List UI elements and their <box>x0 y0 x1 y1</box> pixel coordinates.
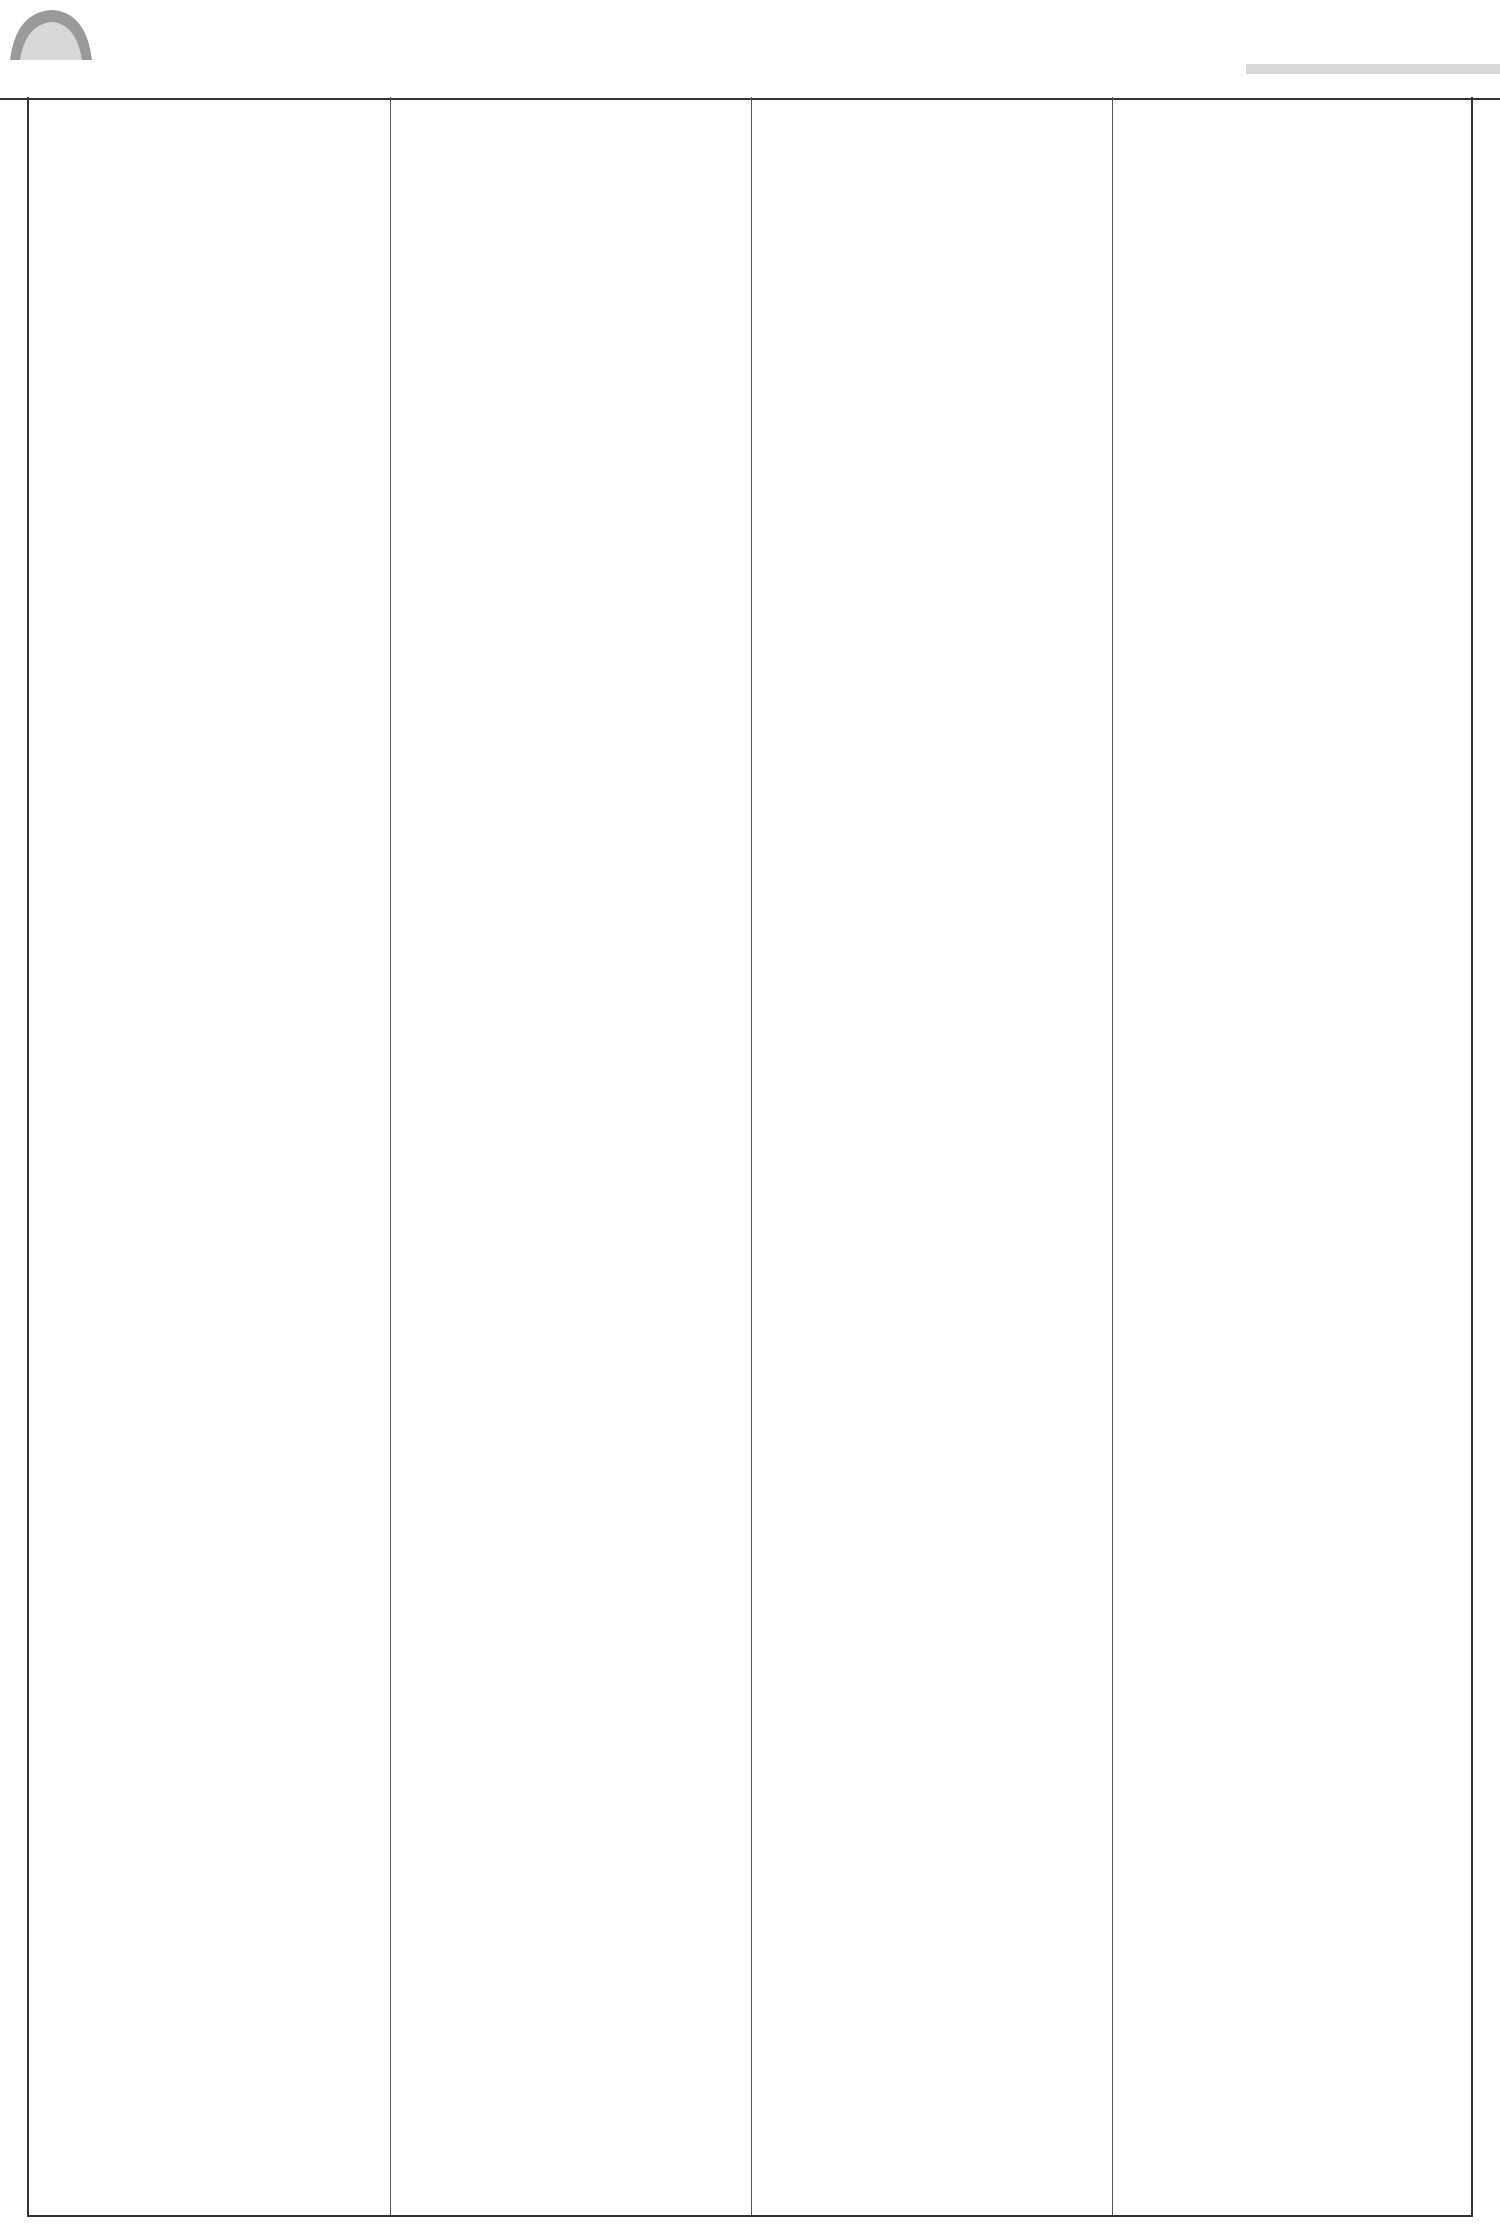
column-3 <box>752 97 1113 2215</box>
notices-area <box>27 97 1473 2217</box>
column-1 <box>29 97 390 2215</box>
page-number-badge <box>6 6 96 64</box>
header-band <box>1246 64 1500 74</box>
masthead <box>0 0 1500 100</box>
column-4 <box>1113 97 1473 2215</box>
column-2 <box>391 97 752 2215</box>
